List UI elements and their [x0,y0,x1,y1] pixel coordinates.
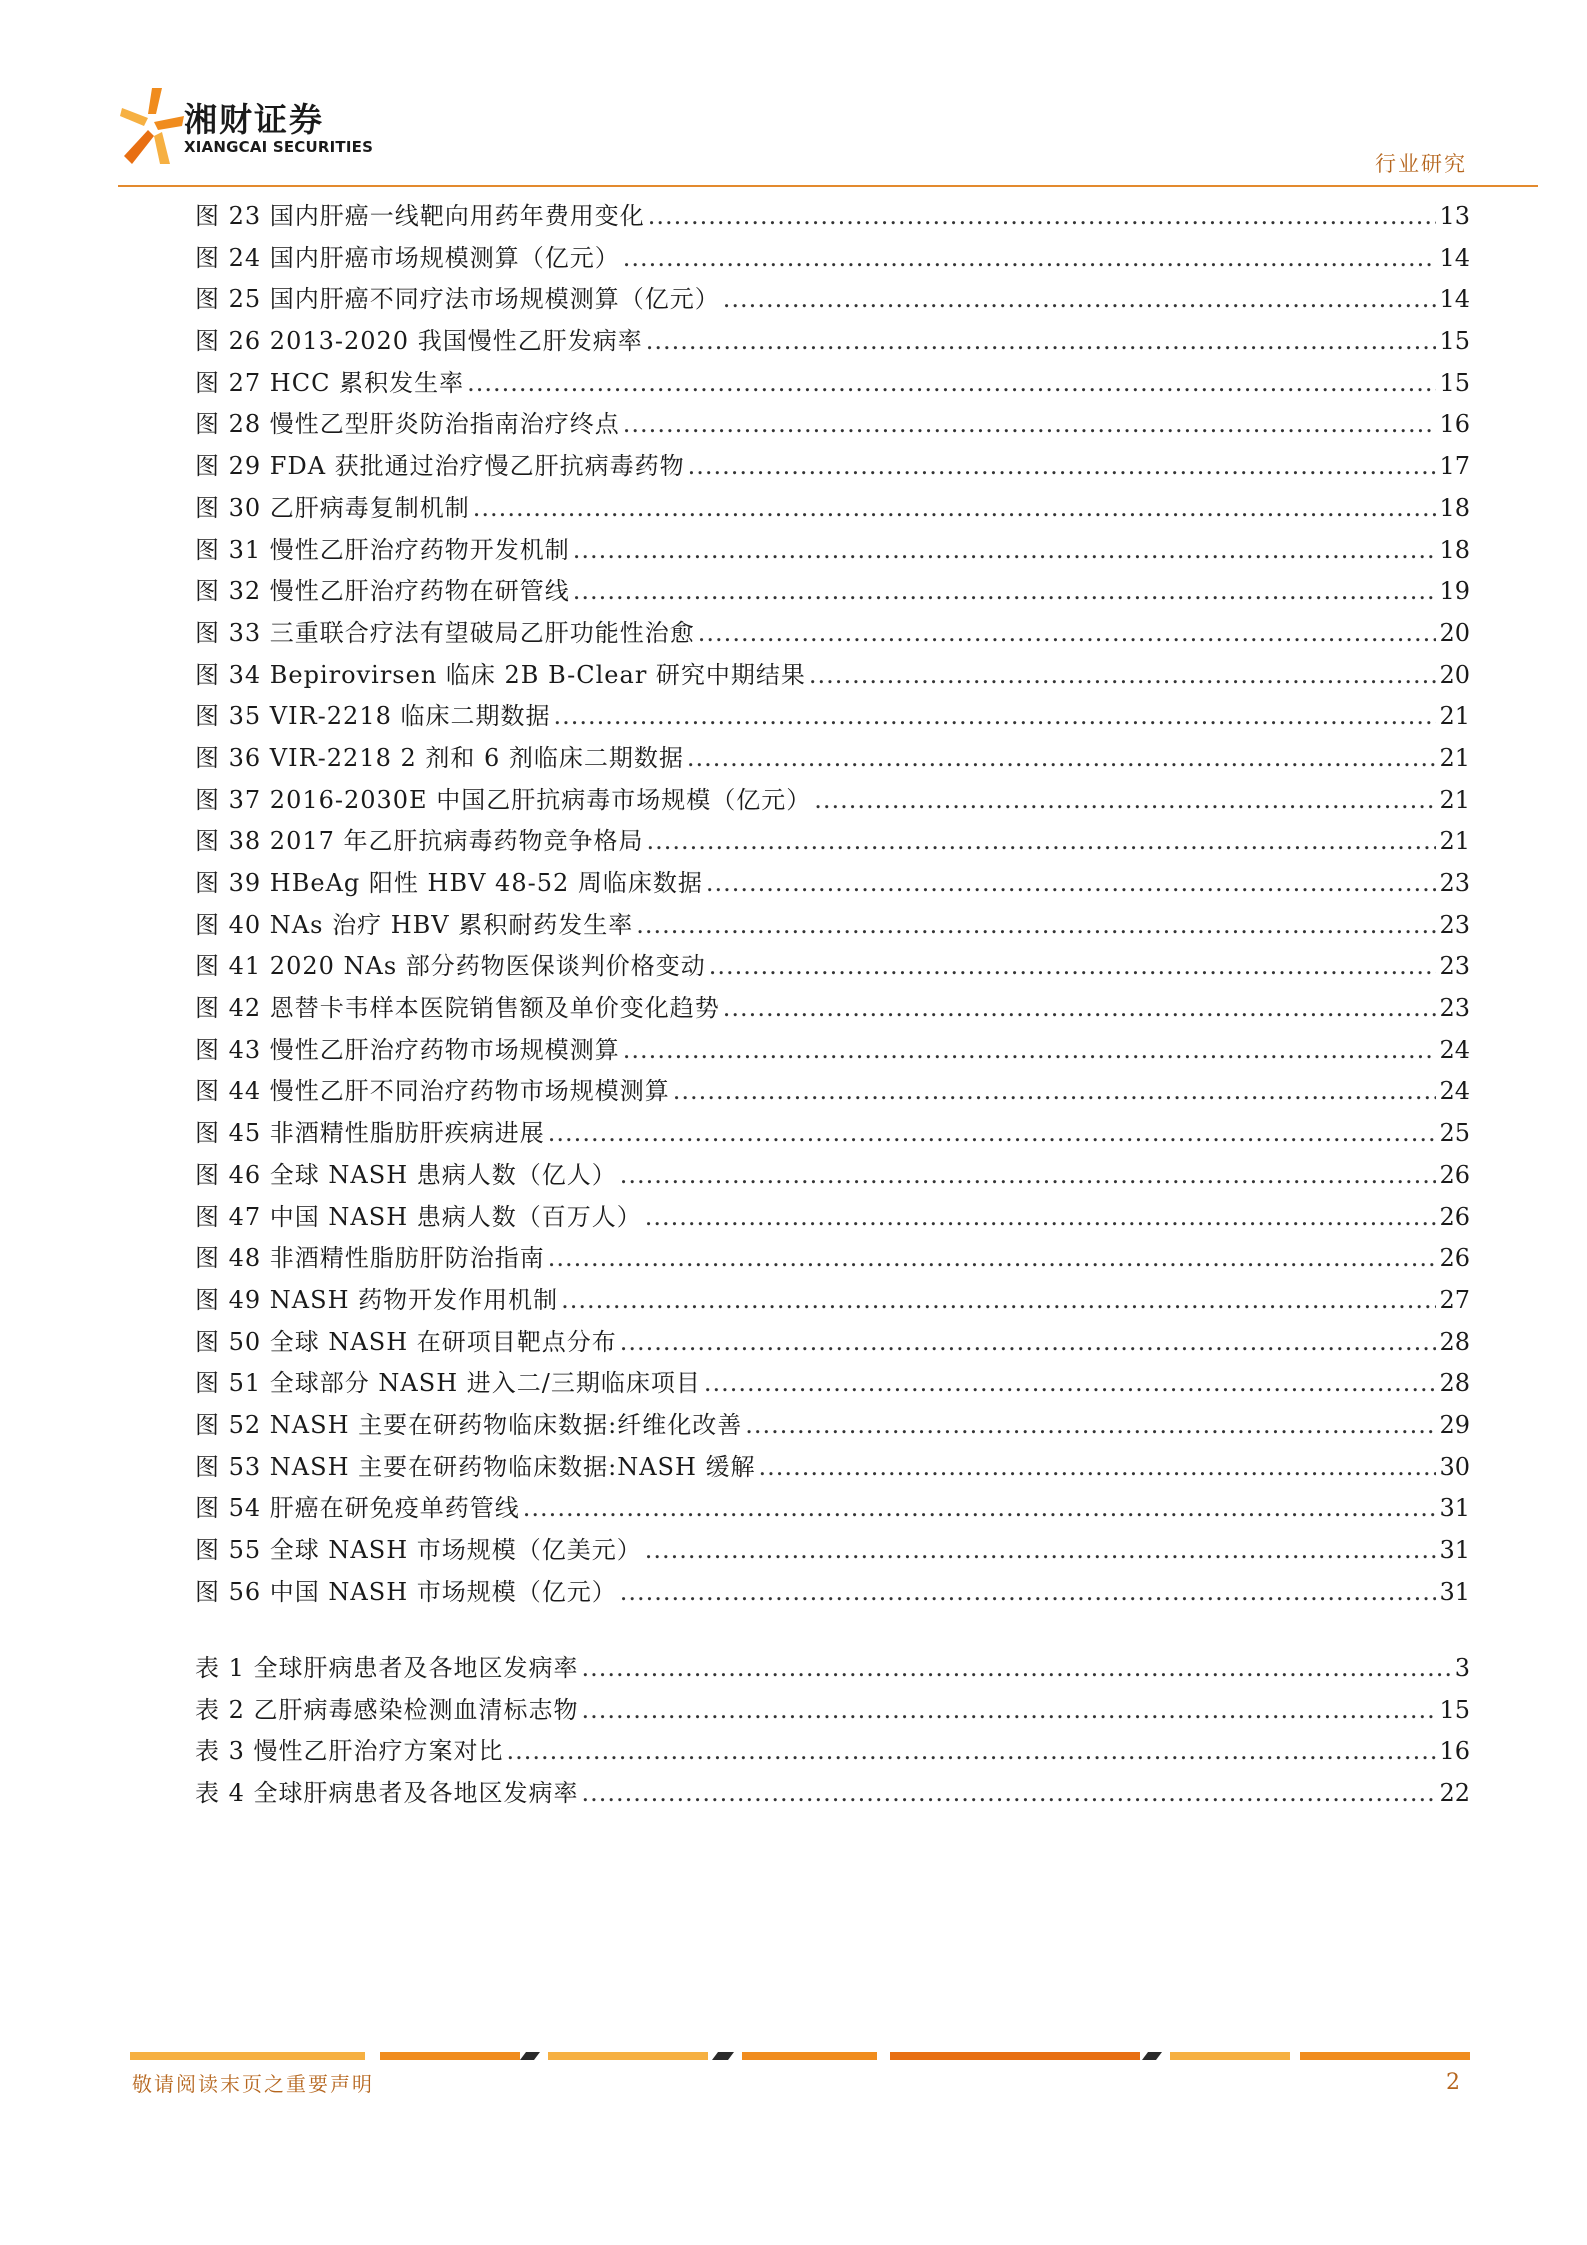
figure-entry-label: 图 54 肝癌在研免疫单药管线 [195,1494,520,1523]
brand-name: 湘财证券 [184,100,324,139]
dot-leader [620,1572,1437,1614]
figure-entry[interactable] [195,1405,1470,1447]
figure-entry[interactable] [195,404,1470,446]
figure-entry-page-number: 21 [1439,743,1470,772]
figure-entry-label: 图 31 慢性乙肝治疗药物开发机制 [195,535,570,564]
table-list [195,1648,1470,1815]
dot-leader [507,1731,1437,1773]
figure-entry[interactable] [195,196,1470,238]
dot-leader [554,696,1437,738]
figure-entry-label: 图 35 VIR-2218 临床二期数据 [195,702,551,731]
figure-entry-label: 图 30 乙肝病毒复制机制 [195,493,470,522]
figure-entry[interactable] [195,1572,1470,1614]
figure-entry-label: 图 47 中国 NASH 患病人数（百万人） [195,1202,642,1231]
dot-leader [620,1155,1437,1197]
disclaimer-note: 敬请阅读末页之重要声明 [132,2072,374,2096]
dot-leader [814,780,1436,822]
dot-leader [623,238,1437,280]
dot-leader [645,1530,1437,1572]
figure-entry[interactable] [195,279,1470,321]
figure-entry-page-number: 23 [1439,910,1470,939]
dot-leader [809,655,1437,697]
dot-leader [647,821,1437,863]
figure-entry-page-number: 26 [1439,1202,1470,1231]
figure-entry[interactable] [195,530,1470,572]
figure-entry[interactable] [195,1530,1470,1572]
figure-entry-page-number: 21 [1439,785,1470,814]
dot-leader [636,905,1436,947]
figure-entry[interactable] [195,571,1470,613]
figure-entry-page-number: 23 [1439,952,1470,981]
dot-leader [561,1280,1436,1322]
dot-leader [706,863,1437,905]
figure-entry-label: 图 52 NASH 主要在研药物临床数据:纤维化改善 [195,1410,743,1439]
figure-entry-page-number: 19 [1439,577,1470,606]
figure-entry[interactable] [195,1113,1470,1155]
figure-entry-label: 图 23 国内肝癌一线靶向用药年费用变化 [195,202,645,230]
page-number: 2 [1446,2070,1460,2095]
figure-entry[interactable] [195,363,1470,405]
header-divider [118,185,1538,187]
table-entry[interactable] [195,1731,1470,1773]
figure-entry[interactable] [195,946,1470,988]
figure-entry-label: 图 40 NAs 治疗 HBV 累积耐药发生率 [195,910,634,939]
figure-entry[interactable] [195,321,1470,363]
table-entry-page-number: 22 [1439,1779,1470,1808]
figure-entry-label: 图 49 NASH 药物开发作用机制 [195,1285,559,1314]
table-entry[interactable] [195,1648,1470,1690]
figure-entry-label: 图 55 全球 NASH 市场规模（亿美元） [195,1536,642,1564]
table-entry-page-number: 15 [1439,1695,1470,1724]
figure-entry-label: 图 41 2020 NAs 部分药物医保谈判价格变动 [195,952,706,981]
dot-leader [523,1488,1437,1530]
figure-entry[interactable] [195,1197,1470,1239]
figure-entry[interactable] [195,488,1470,530]
figure-entry-page-number: 23 [1439,869,1470,897]
figure-entry-page-number: 21 [1439,827,1470,856]
figure-entry-page-number: 28 [1439,1327,1470,1356]
figure-entry[interactable] [195,988,1470,1030]
figure-entry[interactable] [195,1155,1470,1197]
dot-leader [573,530,1437,572]
figure-entry-page-number: 28 [1439,1369,1470,1398]
dot-leader [623,1030,1437,1072]
table-entry-label: 表 3 慢性乙肝治疗方案对比 [195,1737,504,1766]
xiangcai-logo-icon [118,86,188,166]
figure-entry[interactable] [195,1238,1470,1280]
figure-list [195,196,1470,1613]
figure-entry-label: 图 29 FDA 获批通过治疗慢乙肝抗病毒药物 [195,452,685,481]
dot-leader [467,363,1436,405]
figure-entry[interactable] [195,1322,1470,1364]
figure-entry-page-number: 30 [1439,1452,1470,1481]
figure-entry[interactable] [195,1071,1470,1113]
figure-entry[interactable] [195,1030,1470,1072]
table-entry-label: 表 1 全球肝病患者及各地区发病率 [195,1654,579,1682]
figure-entry[interactable] [195,613,1470,655]
figure-entry-page-number: 23 [1439,994,1470,1023]
figure-entry-page-number: 17 [1439,452,1470,481]
figure-entry-label: 图 39 HBeAg 阳性 HBV 48-52 周临床数据 [195,869,703,897]
figure-entry-page-number: 20 [1439,660,1470,689]
dot-leader [582,1648,1452,1690]
dot-leader [646,321,1437,363]
figure-entry[interactable] [195,738,1470,780]
figure-entry-page-number: 25 [1439,1119,1470,1148]
brand-subtitle: XIANGCAI SECURITIES [184,138,374,156]
dot-leader [648,196,1437,238]
dot-leader [573,571,1437,613]
dot-leader [687,738,1437,780]
dot-leader [582,1773,1437,1815]
figure-entry-page-number: 20 [1439,618,1470,647]
dot-leader [620,1322,1437,1364]
dot-leader [704,1363,1437,1405]
figure-entry[interactable] [195,446,1470,488]
dot-leader [673,1071,1437,1113]
figure-entry-label: 图 38 2017 年乙肝抗病毒药物竞争格局 [195,827,644,856]
dot-leader [548,1238,1437,1280]
dot-leader [698,613,1437,655]
figure-entry-page-number: 26 [1439,1160,1470,1189]
dot-leader [709,946,1437,988]
dot-leader [759,1447,1437,1489]
figure-entry-label: 图 27 HCC 累积发生率 [195,368,465,397]
figure-entry-page-number: 13 [1439,202,1470,230]
figure-entry-label: 图 43 慢性乙肝治疗药物市场规模测算 [195,1035,620,1064]
dot-leader [723,988,1437,1030]
table-entry[interactable] [195,1690,1470,1732]
figure-entry[interactable] [195,696,1470,738]
figure-entry-page-number: 24 [1439,1035,1470,1064]
section-tag: 行业研究 [1375,152,1467,176]
figure-entry-page-number: 16 [1439,410,1470,439]
figure-entry-page-number: 31 [1439,1577,1470,1606]
footer-decorative-bar [130,2052,1470,2060]
figure-entry-label: 图 45 非酒精性脂肪肝疾病进展 [195,1119,545,1148]
figure-entry[interactable] [195,1447,1470,1489]
figure-entry[interactable] [195,780,1470,822]
figure-entry-label: 图 42 恩替卡韦样本医院销售额及单价变化趋势 [195,994,720,1023]
figure-entry-label: 图 34 Bepirovirsen 临床 2B B-Clear 研究中期结果 [195,660,806,689]
figure-entry-page-number: 29 [1439,1410,1470,1439]
figure-entry-label: 图 51 全球部分 NASH 进入二/三期临床项目 [195,1369,701,1398]
dot-leader [745,1405,1436,1447]
dot-leader [645,1197,1437,1239]
figure-entry[interactable] [195,1488,1470,1530]
dot-leader [582,1690,1437,1732]
figure-entry-page-number: 24 [1439,1077,1470,1106]
dot-leader [473,488,1437,530]
figure-entry-label: 图 24 国内肝癌市场规模测算（亿元） [195,243,620,272]
figure-entry-label: 图 44 慢性乙肝不同治疗药物市场规模测算 [195,1077,670,1106]
figure-entry-page-number: 14 [1439,285,1470,314]
dot-leader [688,446,1437,488]
figure-entry-label: 图 26 2013-2020 我国慢性乙肝发病率 [195,327,643,356]
figure-entry-label: 图 32 慢性乙肝治疗药物在研管线 [195,577,570,606]
figure-entry-label: 图 46 全球 NASH 患病人数（亿人） [195,1160,617,1189]
table-entry[interactable] [195,1773,1470,1815]
figure-entry[interactable] [195,821,1470,863]
figure-entry-label: 图 28 慢性乙型肝炎防治指南治疗终点 [195,410,620,439]
figure-entry[interactable] [195,905,1470,947]
table-entry-label: 表 2 乙肝病毒感染检测血清标志物 [195,1695,579,1724]
figure-entry[interactable] [195,1363,1470,1405]
figure-entry-label: 图 33 三重联合疗法有望破局乙肝功能性治愈 [195,618,695,647]
figure-entry-page-number: 14 [1439,243,1470,272]
figure-entry-label: 图 36 VIR-2218 2 剂和 6 剂临床二期数据 [195,743,684,772]
figure-entry[interactable] [195,238,1470,280]
figure-entry-page-number: 18 [1439,493,1470,522]
dot-leader [623,404,1437,446]
figure-entry-label: 图 25 国内肝癌不同疗法市场规模测算（亿元） [195,285,720,314]
table-entry-page-number: 16 [1439,1737,1470,1766]
figure-entry-page-number: 31 [1439,1494,1470,1523]
figure-entry-page-number: 15 [1439,327,1470,356]
figure-entry-page-number: 26 [1439,1244,1470,1273]
dot-leader [723,279,1437,321]
figure-entry-page-number: 21 [1439,702,1470,731]
figure-entry-page-number: 18 [1439,535,1470,564]
figure-entry-label: 图 50 全球 NASH 在研项目靶点分布 [195,1327,617,1356]
page-header [0,0,1587,190]
figure-entry-label: 图 56 中国 NASH 市场规模（亿元） [195,1577,617,1606]
figure-entry[interactable] [195,655,1470,697]
figure-entry[interactable] [195,863,1470,905]
table-entry-page-number: 3 [1454,1654,1470,1682]
table-entry-label: 表 4 全球肝病患者及各地区发病率 [195,1779,579,1808]
figure-entry-page-number: 31 [1439,1536,1470,1564]
figure-entry-page-number: 27 [1439,1285,1470,1314]
figure-entry-label: 图 53 NASH 主要在研药物临床数据:NASH 缓解 [195,1452,756,1481]
dot-leader [548,1113,1437,1155]
figure-entry[interactable] [195,1280,1470,1322]
figure-entry-page-number: 15 [1439,368,1470,397]
figure-entry-label: 图 37 2016-2030E 中国乙肝抗病毒市场规模（亿元） [195,785,812,814]
figure-entry-label: 图 48 非酒精性脂肪肝防治指南 [195,1244,545,1273]
